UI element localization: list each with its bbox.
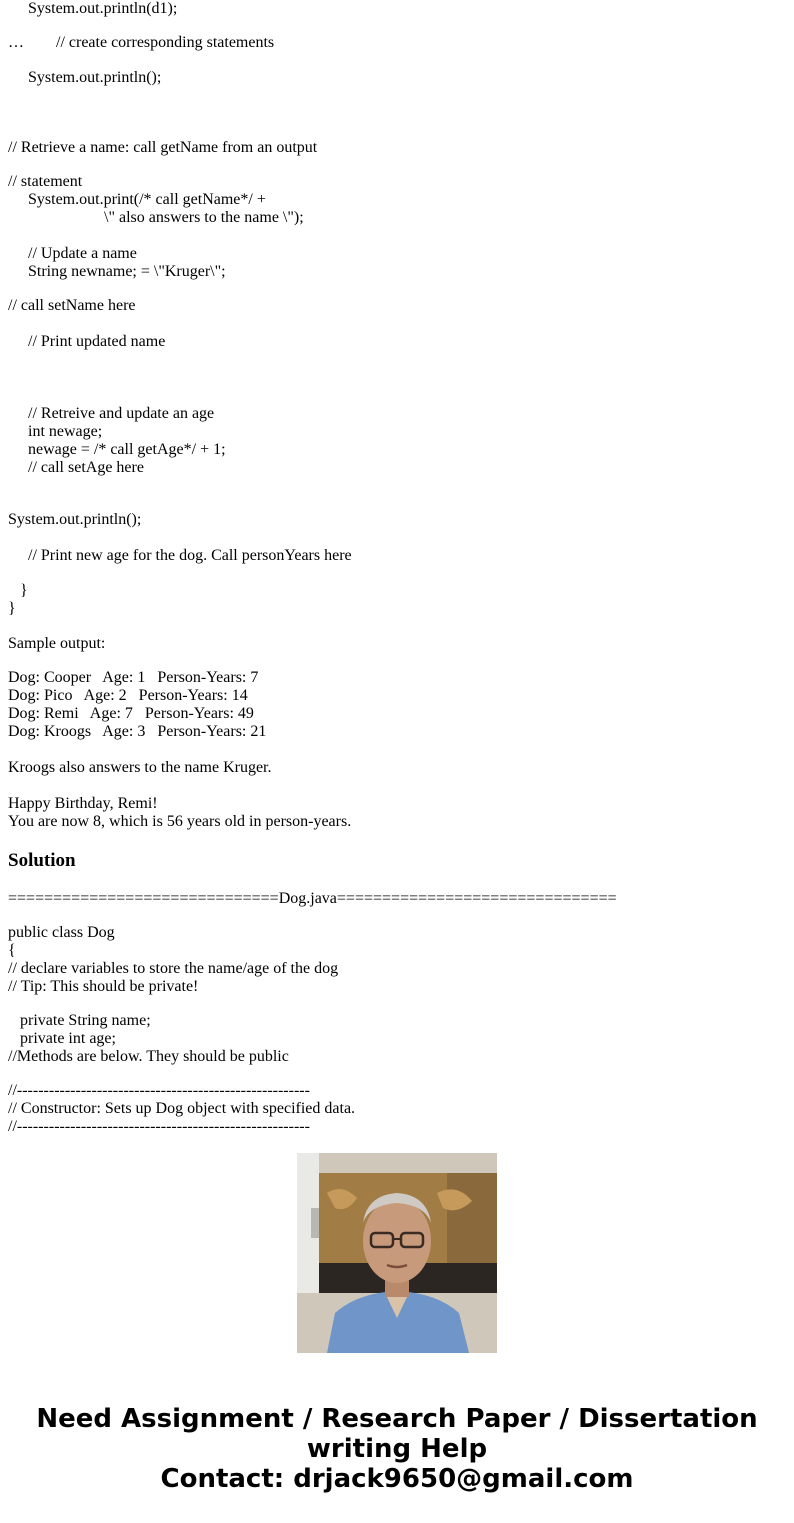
code-line: System.out.println(); (8, 69, 162, 86)
person-photo-icon (297, 1153, 497, 1353)
code-line: //------------------------------------------------------- (8, 1082, 310, 1099)
code-line: // Print updated name (8, 333, 166, 350)
code-line: // Tip: This should be private! (8, 978, 199, 995)
code-line: // Update a name (8, 245, 137, 262)
author-avatar (297, 1153, 497, 1353)
code-line: private int age; (8, 1030, 116, 1047)
code-line: } (8, 600, 16, 617)
solution-heading: Solution (8, 850, 76, 871)
code-line: \" also answers to the name \"); (8, 209, 304, 226)
output-line: Dog: Kroogs Age: 3 Person-Years: 21 (8, 723, 267, 740)
code-line: // Retreive and update an age (8, 405, 215, 422)
code-line: newage = /* call getAge*/ + 1; (8, 441, 226, 458)
output-line: You are now 8, which is 56 years old in person-years. (8, 813, 352, 830)
code-line: … // create corresponding statements (8, 34, 275, 51)
code-line: private String name; (8, 1012, 151, 1029)
output-line: Dog: Cooper Age: 1 Person-Years: 7 (8, 669, 259, 686)
code-line: // Print new age for the dog. Call personYears here (8, 547, 352, 564)
output-line: Kroogs also answers to the name Kruger. (8, 759, 272, 776)
code-line: // call setAge here (8, 459, 144, 476)
output-line: Happy Birthday, Remi! (8, 795, 158, 812)
code-line: // call setName here (8, 297, 136, 314)
sample-output-label: Sample output: (8, 635, 106, 652)
code-line: public class Dog (8, 924, 115, 941)
code-line: System.out.print(/* call getName*/ + (8, 191, 266, 208)
code-line: } (8, 582, 28, 599)
promo-banner (0, 1404, 794, 1494)
output-line: Dog: Remi Age: 7 Person-Years: 49 (8, 705, 254, 722)
code-line: String newname; = \"Kruger\"; (8, 263, 226, 280)
code-line: int newage; (8, 423, 103, 440)
code-line: // declare variables to store the name/age of the dog (8, 960, 339, 977)
code-line: System.out.println(); (8, 511, 142, 528)
file-separator: ==============================Dog.java=============================== (8, 890, 617, 907)
code-line: // Retrieve a name: call getName from an output (8, 139, 318, 156)
code-line: //------------------------------------------------------- (8, 1118, 310, 1135)
code-line: // Constructor: Sets up Dog object with specified data. (8, 1100, 356, 1117)
contact-email: Contact: drjack9650@gmail.com (160, 1464, 634, 1494)
code-line: { (8, 942, 16, 959)
code-line: // statement (8, 173, 83, 190)
output-line: Dog: Pico Age: 2 Person-Years: 14 (8, 687, 248, 704)
code-line: //Methods are below. They should be public (8, 1048, 289, 1065)
code-line: System.out.println(d1); (8, 0, 178, 17)
promo-line: Need Assignment / Research Paper / Dissertation (36, 1404, 758, 1434)
promo-line: writing Help (306, 1434, 488, 1464)
